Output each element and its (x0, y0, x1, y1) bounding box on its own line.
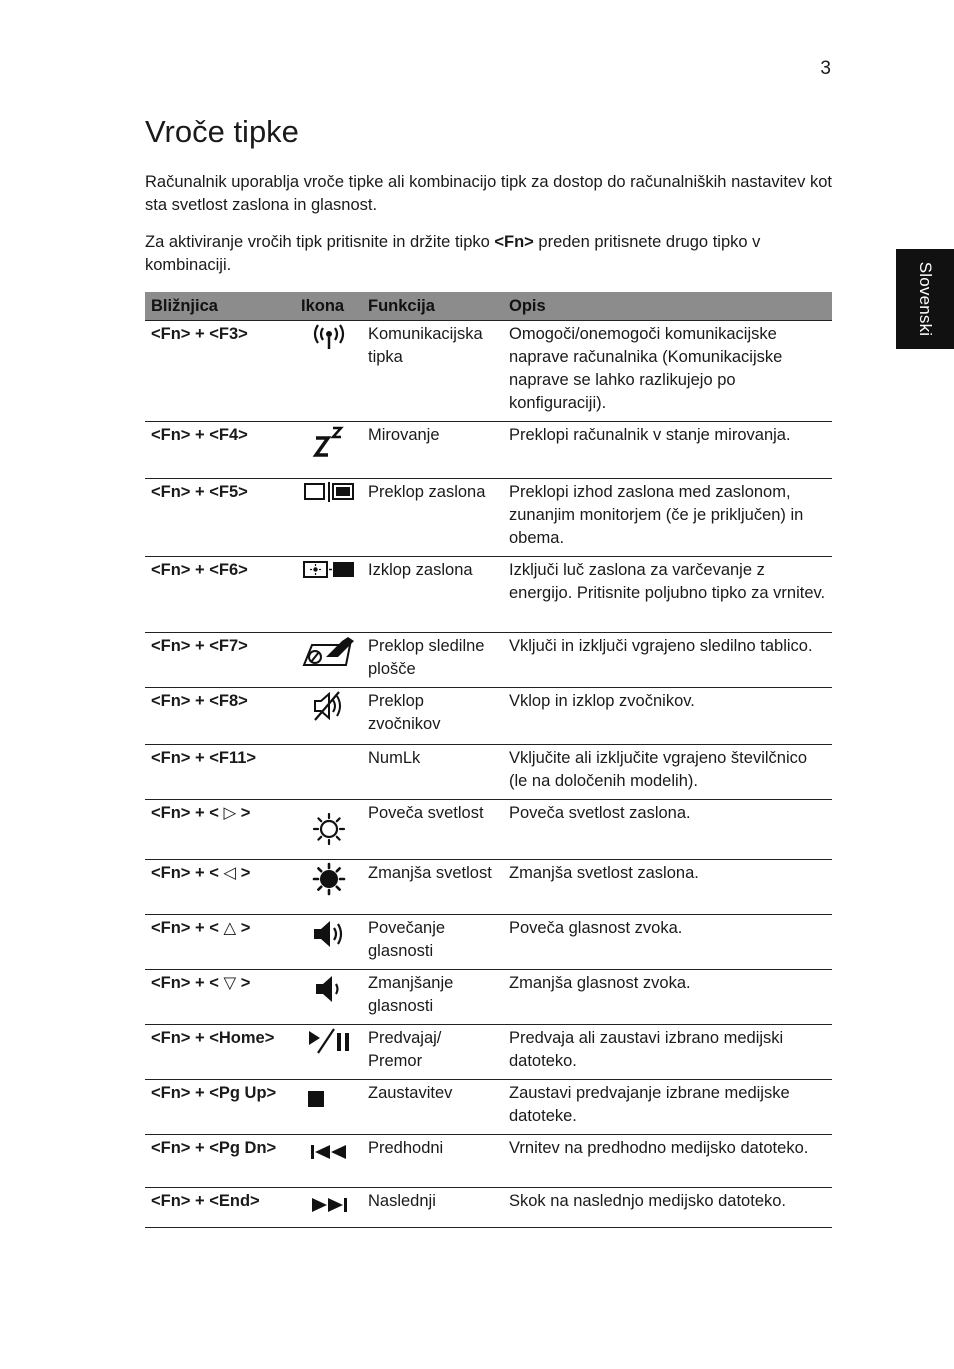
icon-cell (295, 1135, 362, 1188)
header-function: Funkcija (362, 292, 503, 321)
brightness-down-icon (312, 862, 346, 896)
function-cell: Preklop zvočnikov (362, 688, 503, 745)
table-row (145, 1188, 832, 1228)
function-cell: NumLk (362, 745, 503, 800)
shortcut-cell: <Fn> + <End> (145, 1188, 295, 1228)
header-icon: Ikona (295, 292, 362, 321)
description-cell: Zaustavi predvajanje izbrane medijske datoteke. (503, 1080, 832, 1135)
display-toggle-icon (303, 481, 355, 503)
touchpad-toggle-icon (302, 635, 356, 667)
activation-text-before: Za aktiviranje vročih tipk pritisnite in držite tipko (145, 233, 495, 251)
description-cell: Vključi in izključi vgrajeno sledilno tablico. (503, 633, 832, 688)
description-cell: Skok na naslednjo medijsko datoteko. (503, 1188, 832, 1228)
table-row (145, 970, 832, 1025)
icon-cell (295, 915, 362, 970)
shortcut-cell: <Fn> + <F8> (145, 688, 295, 745)
stop-icon (307, 1090, 325, 1108)
shortcut-cell: <Fn> + < ◁ > (145, 860, 295, 915)
language-label: Slovenski (916, 261, 935, 337)
page-title: Vroče tipke (145, 114, 299, 149)
table-row (145, 557, 832, 633)
shortcut-cell: <Fn> + <F5> (145, 479, 295, 557)
function-cell: Naslednji (362, 1188, 503, 1228)
table-row (145, 1080, 832, 1135)
hotkey-table (145, 292, 832, 1228)
table-row (145, 422, 832, 479)
description-cell: Zmanjša glasnost zvoka. (503, 970, 832, 1025)
next-icon (309, 1196, 349, 1214)
wireless-icon (311, 323, 347, 353)
function-cell: Zaustavitev (362, 1080, 503, 1135)
previous-icon (309, 1143, 349, 1161)
shortcut-cell: <Fn> + <F4> (145, 422, 295, 479)
icon-cell (295, 633, 362, 688)
description-cell: Preklopi računalnik v stanje mirovanja. (503, 422, 832, 479)
description-cell: Omogoči/onemogoči komunikacijske naprave računalnika (Komunikacijske naprave se lahko razlikujejo po konfiguraciji). (503, 321, 832, 422)
shortcut-cell: <Fn> + <F11> (145, 745, 295, 800)
header-description: Opis (503, 292, 832, 321)
table-row (145, 860, 832, 915)
description-cell: Vrnitev na predhodno medijsko datoteko. (503, 1135, 832, 1188)
icon-cell (295, 688, 362, 745)
activation-text-after: preden pritisnete drugo tipko v kombinaciji. (145, 233, 761, 274)
function-cell: Predhodni (362, 1135, 503, 1188)
table-row (145, 915, 832, 970)
table-row (145, 633, 832, 688)
icon-cell (295, 422, 362, 479)
table-row (145, 688, 832, 745)
shortcut-cell: <Fn> + <F6> (145, 557, 295, 633)
icon-cell (295, 557, 362, 633)
description-cell: Vklop in izklop zvočnikov. (503, 688, 832, 745)
fn-key-label: <Fn> (494, 233, 534, 251)
sleep-icon (311, 424, 347, 458)
activation-paragraph (145, 231, 835, 277)
function-cell: Izklop zaslona (362, 557, 503, 633)
function-cell: Preklop zaslona (362, 479, 503, 557)
icon-cell (295, 860, 362, 915)
table-row (145, 800, 832, 860)
language-side-tab (896, 249, 954, 349)
shortcut-cell: <Fn> + < ▷ > (145, 800, 295, 860)
table-row (145, 321, 832, 422)
description-cell: Zmanjša svetlost zaslona. (503, 860, 832, 915)
icon-cell (295, 479, 362, 557)
shortcut-cell: <Fn> + <Home> (145, 1025, 295, 1080)
description-cell: Predvaja ali zaustavi izbrano medijski datoteko. (503, 1025, 832, 1080)
function-cell: Poveča svetlost (362, 800, 503, 860)
description-cell: Vključite ali izključite vgrajeno številčnico (le na določenih modelih). (503, 745, 832, 800)
icon-cell (295, 970, 362, 1025)
icon-cell (295, 321, 362, 422)
shortcut-cell: <Fn> + <Pg Dn> (145, 1135, 295, 1188)
function-cell: Povečanje glasnosti (362, 915, 503, 970)
play-pause-icon (306, 1027, 352, 1055)
function-cell: Mirovanje (362, 422, 503, 479)
screen-off-icon (302, 559, 356, 581)
shortcut-cell: <Fn> + <F7> (145, 633, 295, 688)
description-cell: Poveča svetlost zaslona. (503, 800, 832, 860)
table-row (145, 1135, 832, 1188)
volume-up-icon (311, 917, 347, 951)
shortcut-cell: <Fn> + <F3> (145, 321, 295, 422)
icon-cell (295, 1188, 362, 1228)
description-cell: Preklopi izhod zaslona med zaslonom, zunanjim monitorjem (če je priključen) in obema. (503, 479, 832, 557)
speaker-toggle-icon (311, 690, 347, 722)
shortcut-cell: <Fn> + < ▽ > (145, 970, 295, 1025)
brightness-up-icon (312, 812, 346, 846)
intro-paragraph: Računalnik uporablja vroče tipke ali kombinacijo tipk za dostop do računalniških nastavitev kot sta svetlost zaslona in glasnost. (145, 173, 832, 214)
table-row (145, 745, 832, 800)
icon-cell (295, 745, 362, 800)
function-cell: Predvajaj/ Premor (362, 1025, 503, 1080)
description-cell: Poveča glasnost zvoka. (503, 915, 832, 970)
table-row (145, 1025, 832, 1080)
header-shortcut: Bližnjica (145, 292, 295, 321)
shortcut-cell: <Fn> + < △ > (145, 915, 295, 970)
function-cell: Zmanjša svetlost (362, 860, 503, 915)
description-cell: Izključi luč zaslona za varčevanje z energijo. Pritisnite poljubno tipko za vrnitev. (503, 557, 832, 633)
shortcut-cell: <Fn> + <Pg Up> (145, 1080, 295, 1135)
volume-down-icon (311, 972, 347, 1006)
table-header-row (145, 292, 832, 321)
page-number: 3 (820, 58, 831, 79)
icon-cell (295, 1025, 362, 1080)
function-cell: Komunikacijska tipka (362, 321, 503, 422)
table-row (145, 479, 832, 557)
icon-cell (295, 1080, 362, 1135)
function-cell: Preklop sledilne plošče (362, 633, 503, 688)
function-cell: Zmanjšanje glasnosti (362, 970, 503, 1025)
icon-cell (295, 800, 362, 860)
